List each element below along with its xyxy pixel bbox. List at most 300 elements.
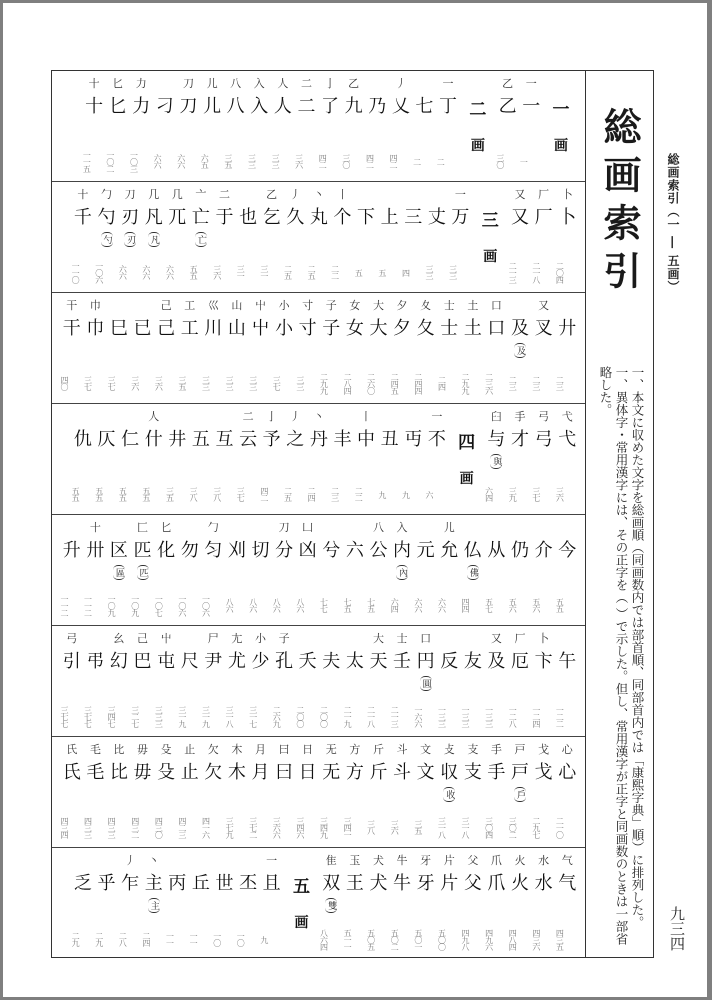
entry-page-number: 三一八 <box>461 816 471 838</box>
entry-page-number: 二四 <box>307 487 317 501</box>
index-entry[interactable] <box>296 626 320 736</box>
entry-page-number: 一一〇 <box>71 261 81 283</box>
index-entry[interactable] <box>378 182 402 292</box>
index-entry[interactable] <box>378 404 402 514</box>
entry-page-number: 一六六 <box>413 705 423 727</box>
index-entry[interactable] <box>60 293 84 403</box>
entry-radical: 己 <box>160 299 172 312</box>
index-entry[interactable] <box>414 626 438 736</box>
index-entry[interactable] <box>177 71 201 181</box>
entry-page-number: 二三 <box>531 376 541 390</box>
index-entry[interactable] <box>390 626 414 736</box>
entry-page-number: 二三 <box>508 376 518 390</box>
index-entry[interactable] <box>389 71 413 181</box>
index-entry[interactable] <box>532 626 556 736</box>
index-entry[interactable] <box>508 848 532 959</box>
index-entry[interactable] <box>485 404 509 514</box>
index-entry[interactable] <box>260 404 284 514</box>
entry-page-number: 五五 <box>71 487 81 501</box>
entry-radical: 子 <box>278 632 290 645</box>
index-entry[interactable] <box>202 293 226 403</box>
index-entry[interactable] <box>189 182 213 292</box>
entry-character: 士 <box>440 318 459 339</box>
index-entry[interactable] <box>178 515 202 625</box>
index-entry[interactable] <box>319 515 343 625</box>
index-entry[interactable] <box>60 626 84 736</box>
entry-radical: 丶 <box>148 854 160 867</box>
entry-page-number: 三三 <box>448 265 458 279</box>
index-entry[interactable] <box>131 737 155 847</box>
entry-character: 今 <box>558 540 577 561</box>
index-entry[interactable] <box>296 515 320 625</box>
entry-character: 乙 <box>498 96 517 117</box>
entry-page-number: 四三二 <box>130 816 140 838</box>
index-entry[interactable] <box>555 848 579 959</box>
index-row <box>52 182 585 293</box>
entry-character: 廾 <box>558 318 577 339</box>
index-entry[interactable] <box>154 293 178 403</box>
entry-character: 大 <box>369 318 388 339</box>
entry-radical: 牛 <box>396 854 408 867</box>
index-entry[interactable] <box>224 71 248 181</box>
index-entry[interactable] <box>508 182 532 292</box>
entry-page-number: 二九九 <box>319 372 329 394</box>
entry-character: 手 <box>487 762 506 783</box>
entry-character: 尹 <box>204 651 223 672</box>
entry-variant-form: 內 <box>396 565 408 580</box>
index-entry[interactable] <box>84 293 108 403</box>
entry-page-number: 一三三 <box>484 705 494 727</box>
index-entry[interactable] <box>225 626 249 736</box>
index-entry[interactable] <box>272 293 296 403</box>
index-entry[interactable] <box>414 515 438 625</box>
index-entry[interactable] <box>95 848 119 959</box>
index-entry[interactable] <box>213 404 237 514</box>
running-head: 総画索引（一 ― 五画） <box>666 153 680 294</box>
entry-page-number: 二四四 <box>413 372 423 394</box>
entry-character: 及 <box>487 651 506 672</box>
index-entry[interactable] <box>532 737 556 847</box>
index-entry[interactable] <box>519 71 543 181</box>
index-entry[interactable] <box>367 293 391 403</box>
entry-page-number: 一二二 <box>555 705 565 727</box>
index-entry[interactable] <box>437 737 461 847</box>
entry-radical: 火 <box>514 854 526 867</box>
entry-page-number: 九 <box>401 490 411 498</box>
index-entry[interactable] <box>166 182 190 292</box>
index-entry[interactable] <box>343 626 367 736</box>
index-entry[interactable] <box>342 71 366 181</box>
index-entry[interactable] <box>202 737 226 847</box>
index-entry[interactable] <box>178 737 202 847</box>
index-entry[interactable] <box>390 848 414 959</box>
index-row <box>52 404 585 515</box>
entry-character: 己 <box>157 318 176 339</box>
index-entry[interactable] <box>295 71 319 181</box>
entry-character: 弔 <box>86 651 105 672</box>
entry-character: 匀 <box>204 540 223 561</box>
entry-page-number: 二一八 <box>531 261 541 283</box>
entry-radical: 儿 <box>206 77 218 90</box>
entry-page-number: 三〇二 <box>508 816 518 838</box>
index-entry[interactable] <box>189 848 213 959</box>
index-entry[interactable] <box>107 737 131 847</box>
index-entry[interactable] <box>178 293 202 403</box>
entry-character: 勿 <box>180 540 199 561</box>
index-entry[interactable] <box>425 404 449 514</box>
entry-page-number: 二八四 <box>343 372 353 394</box>
index-entry[interactable] <box>437 626 461 736</box>
index-entry[interactable] <box>508 515 532 625</box>
index-entry[interactable] <box>60 737 84 847</box>
entry-character: 刀 <box>179 96 198 117</box>
index-entry[interactable] <box>461 737 485 847</box>
index-entry[interactable] <box>532 293 556 403</box>
entry-character: 片 <box>440 873 459 894</box>
entry-page-number: 九 <box>259 935 269 943</box>
entry-page-number: 五〇二 <box>390 928 400 950</box>
index-entry[interactable] <box>508 626 532 736</box>
stroke-count-number: 一 <box>552 100 570 120</box>
entry-radical: 丨 <box>336 188 348 201</box>
index-entry[interactable] <box>272 737 296 847</box>
index-entry[interactable] <box>202 626 226 736</box>
index-entry[interactable] <box>60 515 84 625</box>
index-entry[interactable] <box>118 848 142 959</box>
index-entry[interactable] <box>413 71 437 181</box>
entry-character: 已 <box>133 318 152 339</box>
note-1: 一、本文に収めた文字を総画順（同画数内では部首順、同部首内では「康熙字典」順）に排列した。 <box>630 366 645 929</box>
index-entry[interactable] <box>414 293 438 403</box>
entry-radical: 士 <box>443 299 455 312</box>
index-entry[interactable] <box>166 848 190 959</box>
entry-radical: 手 <box>490 743 502 756</box>
entry-page-number: 四三〇 <box>154 816 164 838</box>
entry-character: 引 <box>62 651 81 672</box>
index-entry[interactable] <box>249 626 273 736</box>
entry-radical: 支 <box>467 743 479 756</box>
entry-radical: 屮 <box>160 632 172 645</box>
index-entry[interactable] <box>485 737 509 847</box>
index-entry[interactable] <box>131 626 155 736</box>
entry-character: 子 <box>322 318 341 339</box>
index-entry[interactable] <box>236 848 260 959</box>
entry-page-number: 六六 <box>165 265 175 279</box>
index-entry[interactable] <box>84 626 108 736</box>
entry-page-number: 四三六 <box>531 928 541 950</box>
entry-character: 欠 <box>204 762 223 783</box>
index-entry[interactable] <box>485 626 509 736</box>
entry-character: 仇 <box>73 429 92 450</box>
entry-character: 于 <box>215 207 234 228</box>
index-entry[interactable] <box>367 848 391 959</box>
entry-page-number: 一三三 <box>437 705 447 727</box>
entry-character: 円 <box>416 651 435 672</box>
entry-page-number: 三四九 <box>319 816 329 838</box>
index-entry[interactable] <box>106 71 130 181</box>
index-entry[interactable] <box>84 515 108 625</box>
index-entry[interactable] <box>84 737 108 847</box>
stroke-count-number: 二 <box>469 100 487 120</box>
index-entry[interactable] <box>260 182 284 292</box>
index-entry[interactable] <box>283 182 307 292</box>
entry-radical: 毋 <box>137 743 149 756</box>
index-row <box>52 848 585 959</box>
entry-radical: 丿 <box>124 854 136 867</box>
index-entry[interactable] <box>249 737 273 847</box>
index-entry[interactable] <box>367 515 391 625</box>
entry-page-number: 四二 <box>318 154 328 168</box>
index-entry[interactable] <box>107 293 131 403</box>
entry-character: 元 <box>416 540 435 561</box>
index-entry[interactable] <box>213 848 237 959</box>
index-row <box>52 737 585 848</box>
index-entry[interactable] <box>202 515 226 625</box>
index-entry[interactable] <box>307 404 331 514</box>
index-entry[interactable] <box>555 737 579 847</box>
entry-page-number: 一〇九 <box>107 594 117 616</box>
entry-page-number: 二四 <box>141 932 151 946</box>
entry-character: 互 <box>215 429 234 450</box>
entry-page-number: 一一五 <box>82 150 92 172</box>
index-entry[interactable] <box>71 404 95 514</box>
entry-page-number: 五五 <box>94 487 104 501</box>
index-entry[interactable] <box>319 626 343 736</box>
index-entry[interactable] <box>532 404 556 514</box>
index-entry[interactable] <box>236 182 260 292</box>
index-entry[interactable] <box>555 515 579 625</box>
index-entry[interactable] <box>485 515 509 625</box>
index-entry[interactable] <box>131 293 155 403</box>
entry-character: 凶 <box>298 540 317 561</box>
index-entry[interactable] <box>225 293 249 403</box>
entry-page-number: 二九七 <box>531 816 541 838</box>
index-entry[interactable] <box>343 293 367 403</box>
index-entry[interactable] <box>154 515 178 625</box>
index-entry[interactable] <box>485 293 509 403</box>
stroke-count-label: 画 <box>554 138 568 154</box>
entry-page-number: 四三四 <box>59 816 69 838</box>
index-entry[interactable] <box>318 71 342 181</box>
index-entry[interactable] <box>436 71 460 181</box>
entry-character: 巳 <box>109 318 128 339</box>
index-entry[interactable] <box>367 737 391 847</box>
index-entry[interactable] <box>272 515 296 625</box>
entry-page-number: 一三三 <box>461 705 471 727</box>
entry-character: 刁 <box>155 96 174 117</box>
entry-page-number: 二六〇 <box>366 372 376 394</box>
entry-character: 殳 <box>157 762 176 783</box>
index-entry[interactable] <box>390 737 414 847</box>
entry-radical: 己 <box>137 632 149 645</box>
index-entry[interactable] <box>390 293 414 403</box>
entry-page-number: 五〇一 <box>413 928 423 950</box>
stroke-count-label: 画 <box>470 138 485 154</box>
entry-character: 无 <box>322 762 341 783</box>
index-entry[interactable] <box>142 848 166 959</box>
index-entry[interactable] <box>390 515 414 625</box>
index-entry[interactable] <box>118 182 142 292</box>
entry-character: 巴 <box>133 651 152 672</box>
entry-radical: 一 <box>525 77 537 90</box>
index-entry[interactable] <box>354 404 378 514</box>
index-entry[interactable] <box>508 404 532 514</box>
index-entry[interactable] <box>249 293 273 403</box>
index-entry[interactable] <box>225 737 249 847</box>
index-entry[interactable] <box>319 737 343 847</box>
index-entry[interactable] <box>343 737 367 847</box>
index-entry[interactable] <box>95 404 119 514</box>
entry-radical: 八 <box>372 521 384 534</box>
index-entry[interactable] <box>271 71 295 181</box>
index-entry[interactable] <box>437 515 461 625</box>
entry-page-number: 六六 <box>153 154 163 168</box>
entry-character: 曰 <box>275 762 294 783</box>
entry-page-number: 二九 <box>94 932 104 946</box>
index-entry[interactable] <box>118 404 142 514</box>
entry-page-number: 一二四 <box>531 705 541 727</box>
entry-character: 了 <box>321 96 340 117</box>
index-entry[interactable] <box>107 515 131 625</box>
index-entry[interactable] <box>142 404 166 514</box>
entry-page-number: 二 <box>436 157 446 165</box>
index-entry[interactable] <box>485 848 509 959</box>
index-entry[interactable] <box>82 71 106 181</box>
entry-character: 井 <box>168 429 187 450</box>
entry-page-number: 四八四 <box>508 928 518 950</box>
index-entry[interactable] <box>437 293 461 403</box>
index-entry[interactable] <box>331 404 355 514</box>
index-entry[interactable] <box>437 848 461 959</box>
entry-character: 支 <box>463 762 482 783</box>
entry-page-number: 一一 <box>165 932 175 946</box>
index-entry[interactable] <box>225 515 249 625</box>
index-entry[interactable] <box>367 626 391 736</box>
index-entry[interactable] <box>414 737 438 847</box>
entry-page-number: 二三六 <box>484 372 494 394</box>
index-entry[interactable] <box>71 848 95 959</box>
index-entry[interactable] <box>508 737 532 847</box>
index-entry[interactable] <box>354 182 378 292</box>
index-entry[interactable] <box>307 182 331 292</box>
entry-page-number: 三〇四 <box>484 816 494 838</box>
entry-character: 云 <box>239 429 258 450</box>
entry-radical: 工 <box>184 299 196 312</box>
index-entry[interactable] <box>532 182 556 292</box>
index-entry[interactable] <box>532 515 556 625</box>
entry-radical: 刀 <box>278 521 290 534</box>
entry-page-number: 三八 <box>189 487 199 501</box>
entry-character: 仍 <box>511 540 530 561</box>
index-entry[interactable] <box>154 626 178 736</box>
index-entry[interactable] <box>189 404 213 514</box>
index-entry[interactable] <box>401 404 425 514</box>
index-entry[interactable] <box>178 626 202 736</box>
entry-character: 二 <box>297 96 316 117</box>
index-entry[interactable] <box>283 404 307 514</box>
entry-page-number: 三七七 <box>59 705 69 727</box>
entry-character: 夫 <box>322 651 341 672</box>
entry-character: 収 <box>440 762 459 783</box>
entry-radical: 丶 <box>313 410 325 423</box>
index-entry[interactable] <box>461 293 485 403</box>
index-entry[interactable] <box>154 737 178 847</box>
entry-page-number: 一二八 <box>508 705 518 727</box>
index-entry[interactable] <box>555 404 579 514</box>
index-entry[interactable] <box>213 182 237 292</box>
index-entry[interactable] <box>461 515 485 625</box>
index-entry[interactable] <box>166 404 190 514</box>
entry-radical: 夕 <box>396 299 408 312</box>
index-entry[interactable] <box>343 515 367 625</box>
entry-variant-form: 與 <box>490 454 502 469</box>
index-entry[interactable] <box>508 293 532 403</box>
entry-radical: 斤 <box>372 743 384 756</box>
entry-radical: 臼 <box>490 410 502 423</box>
entry-character: 干 <box>62 318 81 339</box>
entry-page-number: 二八 <box>118 932 128 946</box>
index-entry[interactable] <box>153 71 177 181</box>
entry-radical: 丨 <box>360 410 372 423</box>
index-entry[interactable] <box>296 293 320 403</box>
entry-radical: 山 <box>231 299 243 312</box>
entry-page-number: 三八 <box>366 820 376 834</box>
index-entry[interactable] <box>249 515 273 625</box>
index-entry[interactable] <box>331 182 355 292</box>
index-entry[interactable] <box>319 848 343 959</box>
entry-character: 丸 <box>309 207 328 228</box>
index-entry[interactable] <box>555 626 579 736</box>
entry-character: 止 <box>180 762 199 783</box>
index-entry[interactable] <box>236 404 260 514</box>
entry-radical: 入 <box>396 521 408 534</box>
index-entry[interactable] <box>107 626 131 736</box>
index-entry[interactable] <box>130 71 154 181</box>
entry-character: 土 <box>463 318 482 339</box>
index-entry[interactable] <box>555 293 579 403</box>
entry-variant-form: 主 <box>148 898 160 913</box>
entry-page-number: 一〇七 <box>154 594 164 616</box>
entry-radical: 比 <box>113 743 125 756</box>
index-entry[interactable] <box>296 737 320 847</box>
index-entry[interactable] <box>142 182 166 292</box>
index-entry[interactable] <box>365 71 389 181</box>
index-entry[interactable] <box>131 515 155 625</box>
index-entry[interactable] <box>532 848 556 959</box>
index-entry[interactable] <box>71 182 95 292</box>
index-entry[interactable] <box>414 848 438 959</box>
index-entry[interactable] <box>555 182 579 292</box>
index-entry[interactable] <box>449 182 473 292</box>
entry-radical: 勹 <box>101 188 113 201</box>
index-entry[interactable] <box>319 293 343 403</box>
entry-radical: 小 <box>254 632 266 645</box>
index-entry[interactable] <box>260 848 284 959</box>
index-entry[interactable] <box>247 71 271 181</box>
entry-page-number: 三七九 <box>225 816 235 838</box>
index-entry[interactable] <box>401 182 425 292</box>
entry-page-number: 五五 <box>555 598 565 612</box>
index-entry[interactable] <box>461 626 485 736</box>
index-entry[interactable] <box>343 848 367 959</box>
index-entry[interactable] <box>95 182 119 292</box>
entry-character: 丹 <box>309 429 328 450</box>
index-entry[interactable] <box>425 182 449 292</box>
index-entry[interactable] <box>272 626 296 736</box>
index-entry[interactable] <box>461 848 485 959</box>
index-entry[interactable] <box>496 71 520 181</box>
index-entry[interactable] <box>200 71 224 181</box>
